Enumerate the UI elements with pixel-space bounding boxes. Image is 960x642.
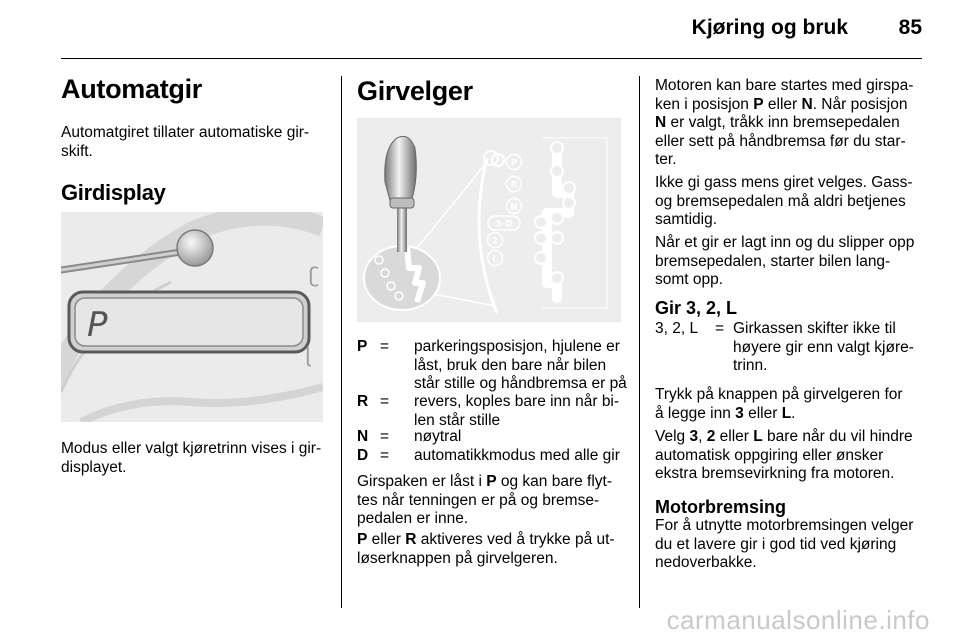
text-line: høyere gir enn valgt kjøre-	[733, 338, 914, 356]
definition-value	[733, 320, 914, 376]
selector-label-p: P	[510, 158, 518, 169]
selector-label-l: L	[492, 254, 498, 265]
section-heading-automatgir: Automatgir	[61, 74, 202, 104]
definition-equals: =	[715, 320, 725, 337]
text-line: trinn.	[733, 357, 768, 374]
legend-key: P	[357, 338, 368, 355]
text-line: pedalen er inne.	[357, 510, 469, 527]
text-line: du et lavere gir i god tid ved kjøring	[655, 535, 897, 553]
button-paragraph	[655, 386, 930, 423]
definition-3-2-l	[655, 320, 930, 376]
legend-value	[414, 338, 627, 394]
selector-label-3d: 3-D	[495, 219, 513, 230]
section-heading-girvelger: Girvelger	[357, 76, 473, 106]
legend-equals: =	[380, 447, 390, 464]
release-button-paragraph	[357, 531, 637, 568]
engine-braking-paragraph	[655, 517, 935, 573]
text-line: samtidig.	[655, 211, 718, 228]
text-line: P eller R aktiveres ved å trykke på ut-	[357, 531, 615, 548]
gear-selector-illustration	[357, 118, 621, 322]
display-letter: P	[87, 305, 108, 345]
text-line: parkeringsposisjon, hjulene er	[414, 338, 620, 355]
text-line: Velg 3, 2 eller L bare når du vil hindre	[655, 428, 913, 445]
text-line: løserknappen på girvelgeren.	[357, 549, 558, 567]
intro-paragraph	[61, 124, 331, 161]
text-line: Trykk på knappen på girvelgeren for	[655, 386, 903, 403]
page-number: 85	[898, 16, 922, 39]
text-line: revers, koples bare inn når bi-	[414, 393, 620, 410]
legend-equals: =	[380, 428, 390, 445]
text-line: Girspaken er låst i P og kan bare flyt-	[357, 473, 613, 490]
legend-value: nøytral	[414, 428, 462, 445]
creep-paragraph	[655, 234, 930, 290]
legend-value	[414, 393, 619, 430]
svg-text:ɭ: ɭ	[305, 343, 311, 367]
gear-selector-figure	[357, 118, 621, 322]
select-gear-paragraph	[655, 428, 930, 484]
watermark: carmanualsonline.info	[666, 605, 930, 635]
definition-key: 3, 2, L	[655, 320, 699, 337]
text-line: len står stille	[414, 411, 501, 429]
text-line: låst, bruk den bare når bilen	[414, 356, 607, 374]
text-line: å legge inn 3 eller L.	[655, 404, 796, 422]
text-line: automatisk oppgiring eller ønsker	[655, 446, 884, 464]
subheading-motorbremsing: Motorbremsing	[655, 497, 787, 517]
selector-label-2: 2	[491, 236, 499, 247]
selector-label-r: R	[510, 180, 518, 191]
text-line: N er valgt, tråkk inn bremsepedalen	[655, 114, 900, 131]
legend-value: automatikkmodus med alle gir	[414, 447, 620, 464]
legend-key: D	[357, 447, 369, 464]
text-line: ter.	[655, 151, 677, 168]
lever-lock-paragraph	[357, 473, 637, 529]
legend-item-p	[357, 338, 637, 394]
text-line: Girkassen skifter ikke til	[733, 320, 896, 337]
display-caption	[61, 440, 331, 477]
text-line: ekstra bremsevirkning fra motoren.	[655, 465, 895, 482]
column-rule-2	[639, 76, 640, 608]
selector-label-n: N	[510, 202, 518, 213]
subheading-gir-3-2-l: Gir 3, 2, L	[655, 298, 738, 318]
legend-item-r	[357, 393, 637, 431]
legend-equals: =	[380, 393, 390, 410]
text-line: Når et gir er lagt inn og du slipper opp	[655, 234, 915, 251]
text-line: Motoren kan bare startes med girspa-	[655, 77, 914, 94]
svg-text:ʗ: ʗ	[309, 263, 320, 287]
text-line: displayet.	[61, 458, 127, 476]
text-line: Ikke gi gass mens giret velges. Gass-	[655, 174, 913, 191]
text-line: For å utnytte motorbremsingen velger	[655, 517, 914, 534]
text-line: Automatgiret tillater automatiske gir-	[61, 124, 310, 141]
text-line: somt opp.	[655, 271, 724, 288]
text-line: nedoverbakke.	[655, 554, 757, 571]
subheading-girdisplay: Girdisplay	[61, 180, 166, 205]
header-rule	[61, 58, 922, 59]
text-line: ken i posisjon P eller N. Når posisjon	[655, 95, 908, 113]
text-line: Modus eller valgt kjøretrinn vises i gir-	[61, 440, 322, 457]
pedal-warning-paragraph	[655, 174, 930, 230]
engine-start-paragraph	[655, 77, 930, 170]
text-line: tes når tenningen er på og bremse-	[357, 491, 600, 509]
text-line: eller sett på håndbremsa før du star-	[655, 132, 906, 150]
legend-equals: =	[380, 338, 390, 355]
column-rule-1	[341, 76, 342, 608]
running-header-title: Kjøring og bruk	[691, 16, 848, 39]
text-line: og bremsepedalen må aldri betjenes	[655, 192, 906, 210]
text-line: skift.	[61, 142, 93, 160]
legend-key: N	[357, 428, 369, 445]
gear-display-illustration	[61, 212, 323, 422]
text-line: bremsepedalen, starter bilen lang-	[655, 252, 891, 270]
legend-key: R	[357, 393, 369, 410]
text-line: står stille og håndbremsa er på	[414, 375, 627, 392]
gear-display-figure	[61, 212, 323, 422]
